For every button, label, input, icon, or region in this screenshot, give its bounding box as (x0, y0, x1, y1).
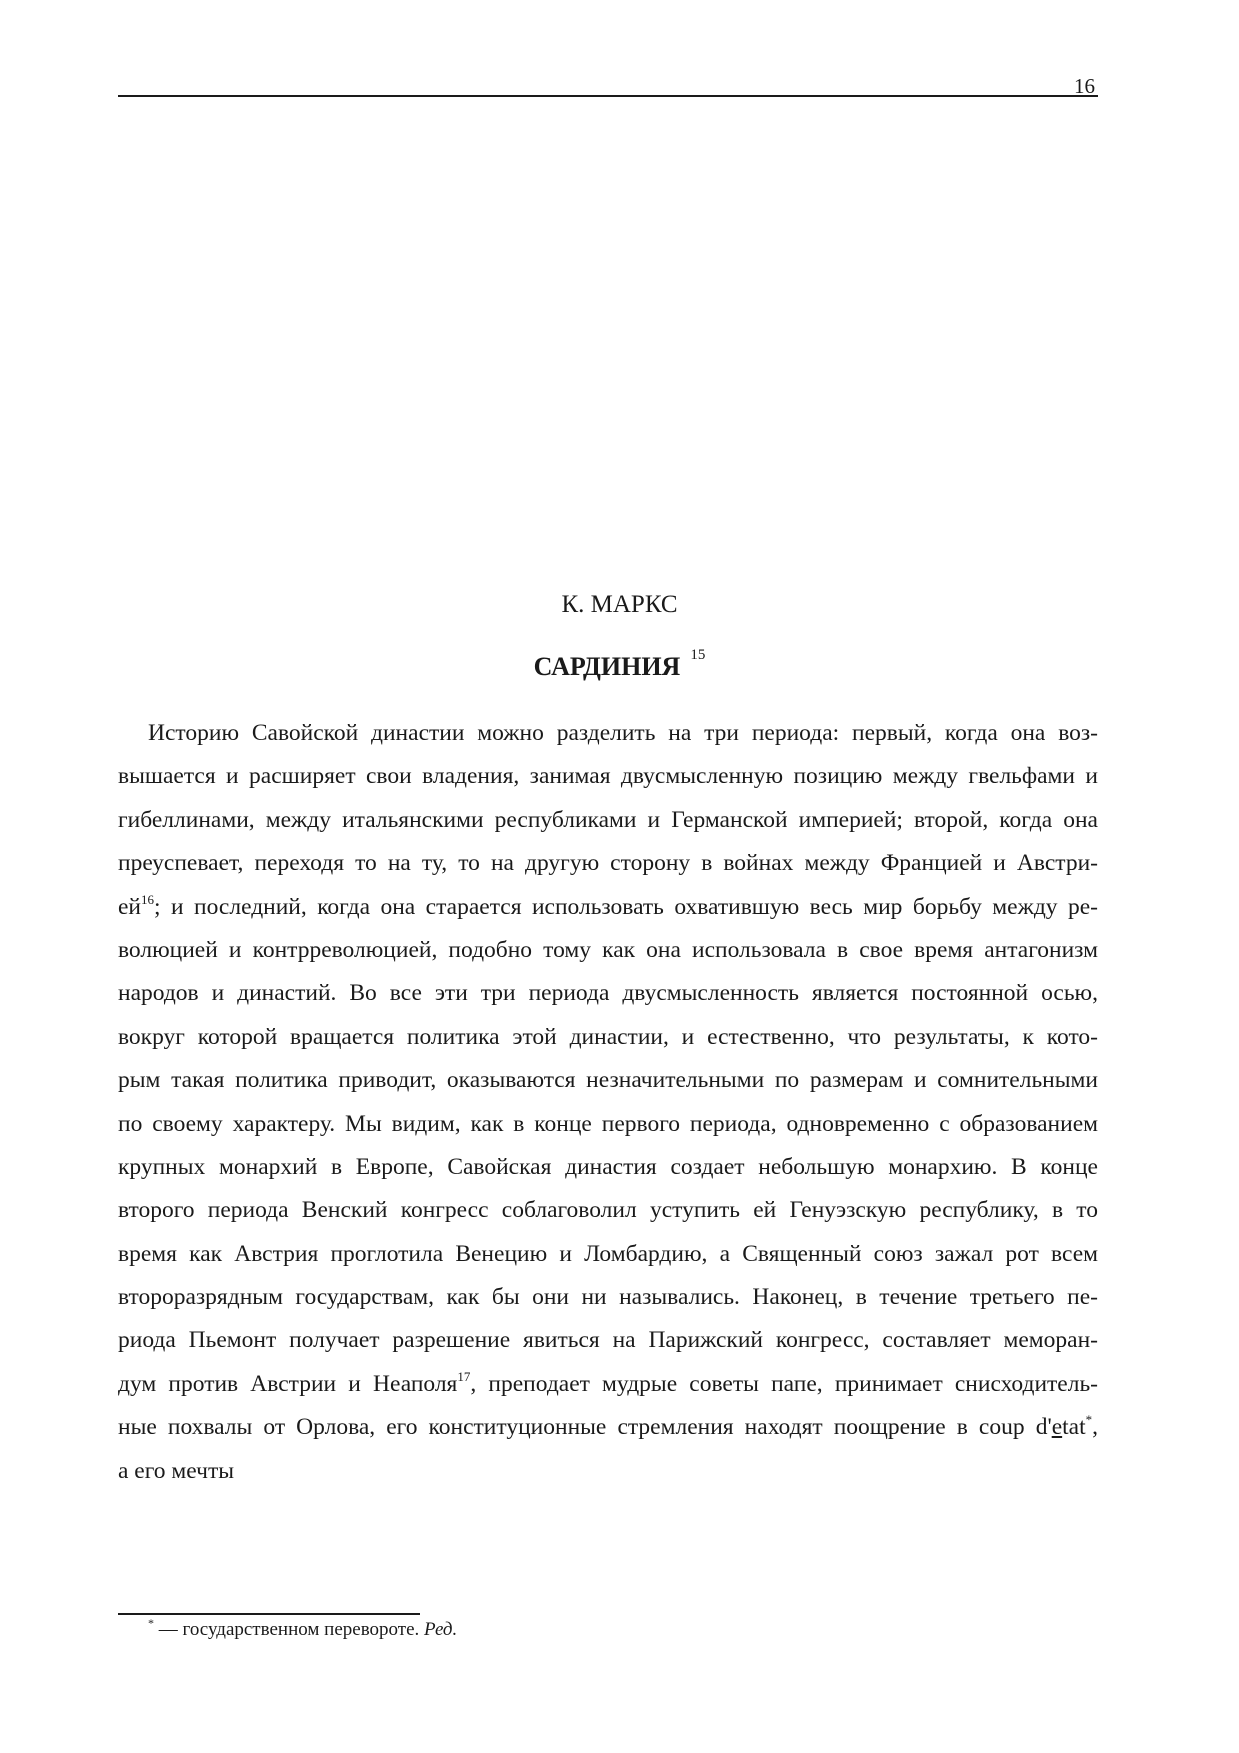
title-note-ref: 15 (690, 647, 706, 663)
body-line: гибеллинами, между итальянскими республиками и Германской империей; второй, когда она (118, 806, 1098, 833)
footnote-ref-asterisk: * (1085, 1412, 1093, 1428)
body-line-text: ей (118, 893, 142, 920)
body-line: а его мечты (118, 1457, 235, 1484)
note-ref-16: 16 (141, 891, 155, 907)
body-line: вокруг которой вращается политика этой династии, и естественно, что результаты, к кото- (118, 1023, 1098, 1050)
body-line (118, 1363, 1098, 1406)
page-number: 16 (1074, 74, 1095, 98)
article-title (0, 638, 1239, 684)
footnote-text: — государственном перевороте. (154, 1619, 425, 1640)
body-line-text: ; и последний, когда она старается использовать охватившую весь мир борьбу между ре- (154, 893, 1098, 920)
body-line: вышается и расширяет свои владения, занимая двусмысленную позицию между гвельфами и (118, 763, 1098, 790)
body-line: по своему характеру. Мы видим, как в конце первого периода, одновременно с образованием (118, 1110, 1098, 1137)
body-line: время как Австрия проглотила Венецию и Ломбардию, а Священный союз зажал рот всем (118, 1240, 1098, 1267)
note-ref-17: 17 (457, 1368, 471, 1384)
body-line: народов и династий. Во все эти три периода двусмысленность является постоянной осью, (118, 980, 1098, 1007)
body-line: крупных монархий в Европе, Савойская династия создает небольшую монархию. В конце (118, 1153, 1098, 1180)
footnote-editor-note: Ред. (424, 1619, 458, 1640)
body-line: риода Пьемонт получает разрешение явиться на Парижский конгресс, составляет меморан- (118, 1327, 1098, 1354)
body-line: рым такая политика приводит, оказываются незначительными по размерам и сомнительными (118, 1067, 1098, 1094)
body-line-text: дум против Австрии и Неаполя (118, 1370, 458, 1397)
footnote (148, 1618, 457, 1642)
body-line (118, 886, 1098, 929)
body-line: второразрядным государствам, как бы они ни назывались. Наконец, в течение третьего пе- (118, 1284, 1098, 1311)
body-line-text: , (1092, 1414, 1098, 1441)
body-line (118, 1406, 1098, 1449)
body-line-text: , преподает мудрые советы папе, принимает снисходитель- (470, 1370, 1099, 1397)
header-rule (118, 95, 1098, 97)
body-line-text: tat (1062, 1414, 1086, 1441)
footnote-marker: * (148, 1616, 154, 1630)
author-name: К. МАРКС (561, 591, 678, 618)
article-title-text: САРДИНИЯ (533, 652, 681, 681)
body-line: преуспевает, переходя то на ту, то на другую сторону в войнах между Францией и Австри- (118, 850, 1098, 877)
underlined-letter: e (1051, 1414, 1063, 1441)
footnote-rule (118, 1613, 420, 1615)
body-line: второго периода Венский конгресс соблаговолил уступить ей Генуэзскую республику, в то (118, 1197, 1098, 1224)
body-line-text: ные похвалы от Орлова, его конституционные стремления находят поощрение в coup d' (118, 1414, 1052, 1441)
article-body (118, 712, 1098, 1493)
body-line: Историю Савойской династии можно разделить на три периода: первый, когда она воз- (148, 720, 1098, 746)
body-line: волюцией и контрреволюцией, подобно тому как она использовала в свое время антагонизм (118, 936, 1098, 963)
